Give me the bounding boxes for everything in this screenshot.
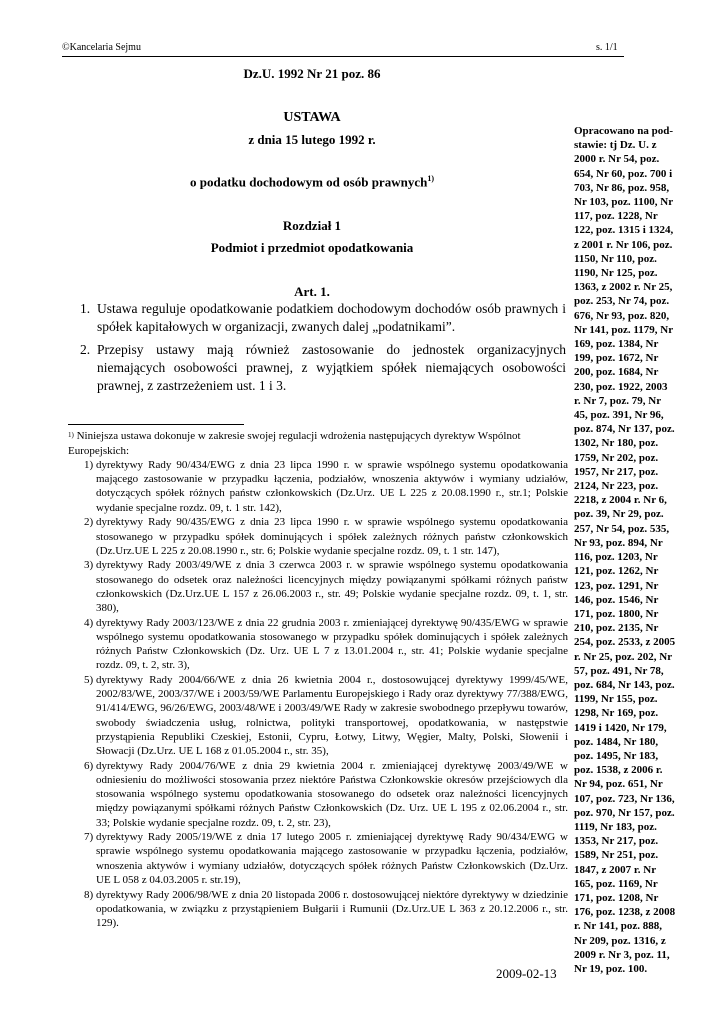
amendment-source-line: Nr 141, poz. 1179, Nr (574, 323, 674, 336)
footnote-item (84, 673, 568, 758)
footnote-item (84, 616, 568, 673)
footnote-item-text: dyrektywy Rady 2006/98/WE z dnia 20 listopada 2006 r. dostosowującej niektóre dyrektywy w dziedzinie opodatkowania, w związku z przystąpieniem Bułgarii i Rumunii (Dz.Urz.UE L 363 z 20.12.2006 r., str. 129). (96, 888, 568, 929)
amendment-source-line: 123, poz. 1291, Nr (574, 579, 659, 592)
amendment-source-line: 1302, Nr 180, poz. (574, 437, 659, 450)
footnote-item-number: 1) (84, 459, 94, 471)
footnote-rule (68, 424, 244, 425)
amendment-source-line: 2009 r. Nr 3, poz. 11, (574, 948, 670, 961)
amendment-source-line: Opracowano na pod- (574, 125, 674, 137)
paragraph-text: Przepisy ustawy mają również zastosowanie do jednostek organizacyjnych niemających osobowości prawnej, z wyjątkiem spółek niemających osobowości prawnej, z zastrzeżeniem ust. 1 i 3. (97, 342, 566, 393)
amendment-source-line: 676, Nr 93, poz. 820, (574, 309, 670, 322)
amendment-source-line: 121, poz. 1262, Nr (574, 565, 659, 578)
document-date: z dnia 15 lutego 1992 r. (248, 132, 376, 147)
footnote-item-number: 7) (84, 831, 94, 844)
footnote-item-number: 6) (84, 759, 94, 772)
amendment-source-line: 257, Nr 54, poz. 535, (574, 522, 670, 535)
amendment-source-line: Nr 94, poz. 651, Nr (574, 778, 663, 791)
amendment-source-line: 116, poz. 1203, Nr (574, 551, 658, 564)
amendment-source-line: 169, poz. 1384, Nr (574, 338, 659, 351)
footnote-item (84, 830, 568, 887)
amendment-source-line: 171, poz. 1208, Nr (574, 891, 659, 904)
amendment-source-line: 1957, Nr 217, poz. (574, 465, 659, 478)
amendment-source-line: poz. 1484, Nr 180, (574, 735, 659, 748)
document-type: USTAWA (283, 110, 341, 125)
amendment-source-line: 2000 r. Nr 54, poz. (574, 153, 660, 166)
amendment-source-line: poz. 253, Nr 74, poz. (574, 295, 670, 308)
amendment-sources-sidebar (574, 124, 690, 976)
footnote-item-text: dyrektywy Rady 2003/123/WE z dnia 22 grudnia 2003 r. zmieniającej dyrektywę 90/435/EWG w sprawie wspólnego systemu opodatkowania stosowanego w przypadku spółek dominujących i spółek zależnych różnych Państw Członkowskich (Dz. Urz. UE L 7 z 13.01.2004 r., str. 41; Polskie wydanie specjalne rozdz. 09, t. 2, str. 3), (96, 616, 568, 672)
footnote-item-text: dyrektywy Rady 2005/19/WE z dnia 17 lutego 2005 r. zmieniającej dyrektywę Rady 90/434/EWG w sprawie wspólnego systemu opodatkowania mającego zastosowanie w przypadku łączenia, podziałów, wnoszenia aktywów i wymiany udziałów, dotyczących spółek różnych Państw Członkowskich (Dz.Urz. UE L 058 z 04.03.2005 r. str.19), (96, 831, 568, 886)
amendment-source-line: 199, poz. 1672, Nr (574, 352, 659, 365)
chapter-number: Rozdział 1 (282, 218, 342, 233)
amendment-source-line: 1419 i 1420, Nr 179, (574, 721, 667, 734)
footnote-item-number: 3) (84, 559, 94, 572)
amendment-source-line: poz. 874, Nr 137, poz. (574, 423, 675, 436)
amendment-source-line: 165, poz. 1169, Nr (574, 877, 658, 890)
amendment-source-line: 57, poz. 491, Nr 78, (574, 664, 664, 677)
chapter-title: Podmiot i przedmiot opodatkowania (210, 240, 414, 255)
publication-date: 2009-02-13 (496, 966, 557, 981)
amendment-source-line: Nr 103, poz. 1100, Nr (574, 196, 674, 209)
amendment-source-line: 117, poz. 1228, Nr (574, 210, 658, 223)
header-rule (62, 56, 624, 57)
amendment-source-line: 146, poz. 1546, Nr (574, 593, 659, 606)
footnote-marker: 1) (68, 431, 74, 439)
footnote-item-text: dyrektywy Rady 2003/49/WE z dnia 3 czerwca 2003 r. w sprawie wspólnego systemu opodatkowania stosowanego do odsetek oraz należności licencyjnych między powiązanymi spółkami różnych państw członkowskich (Dz.Urz.UE L 157 z 26.06.2003 r., str. 49; Polskie wydanie specjalne rozdz. 09, t. 1, str. 380), (96, 559, 568, 615)
journal-reference: Dz.U. 1992 Nr 21 poz. 86 (243, 66, 381, 81)
amendment-source-line: 1150, Nr 110, poz. (574, 252, 657, 265)
amendment-source-line: Nr 19, poz. 100. (574, 962, 648, 975)
document-title (62, 174, 562, 190)
amendment-source-line: 1119, Nr 183, poz. (574, 820, 657, 833)
footnote-item-number: 8) (84, 888, 94, 901)
amendment-source-line: 200, poz. 1684, Nr (574, 366, 659, 379)
amendment-source-line: 2218, z 2004 r. Nr 6, (574, 494, 667, 507)
footnote-item-text: dyrektywy Rady 2004/76/WE z dnia 29 kwietnia 2004 r. zmieniającej dyrektywę 2003/49/WE w odniesieniu do możliwości stosowania przez niektóre Państwa Członkowskie okresów przejściowych dla stosowania wspólnego systemu opodatkowania stosowanego do odsetek oraz należności licencyjnych między powiązanymi spółkami różnych Państw Członkowskich (Dz. Urz. UE L 195 z 02.06.2004 r., str. 33; Polskie wydanie specjalne rozdz. 09, t. 2, str. 23), (96, 759, 568, 829)
paragraph-number: 2. (80, 342, 91, 357)
paragraph-text: Ustawa reguluje opodatkowanie podatkiem dochodowym dochodów osób prawnych i spółek kapitałowych w organizacji, zwanych dalej „podatnikami”. (97, 301, 566, 334)
amendment-source-line: 1589, Nr 251, poz. (574, 849, 659, 862)
amendment-source-line: z 2001 r. Nr 106, poz. (574, 238, 673, 251)
footnote-reference[interactable]: 1) (427, 174, 434, 183)
footnote-intro-text: Niniejsza ustawa dokonuje w zakresie swojej regulacji wdrożenia następujących dyrektyw Wspólnot Europejskich: (68, 430, 521, 457)
amendment-source-line: 1353, Nr 217, poz. (574, 835, 659, 848)
amendment-source-line: poz. 1495, Nr 183, (574, 749, 659, 762)
footnote-item (84, 515, 568, 558)
footnote-item-text: dyrektywy Rady 2004/66/WE z dnia 26 kwietnia 2004 r., dostosowującej dyrektywy 1999/45/WE, 2002/83/WE, 2003/37/WE i 2003/59/WE Parlamentu Europejskiego i Rady oraz dyrektywy 77/388/EWG, 91/414/EWG, 96/26/EWG, 2003/48/WE i 2003/49/WE Rady w zakresie swobodnego przepływu towarów, swobody świadczenia usług, rolnictwa, polityki transportowej, opodatkowania, w następstwie przystąpienia Republiki Czeskiej, Estonii, Cypru, Łotwy, Litwy, Węgier, Malty, Polski, Słowenii i Słowacji (Dz.Urz. UE L 168 z 01.05.2004 r., str. 35), (96, 674, 568, 758)
footnote-directive-list (84, 458, 568, 931)
amendment-source-line: 1298, Nr 169, poz. (574, 707, 659, 720)
amendment-source-line: Nr 93, poz. 894, Nr (574, 536, 663, 549)
article-paragraph (80, 341, 566, 395)
header-page-number: s. 1/1 (596, 42, 618, 53)
amendment-source-line: 210, poz. 2135, Nr (574, 622, 659, 635)
amendment-source-line: Nr 209, poz. 1316, z (574, 934, 666, 947)
footnote-item (84, 558, 568, 615)
document-title-text: o podatku dochodowym od osób prawnych (190, 174, 428, 190)
paragraph-number: 1. (80, 301, 91, 316)
amendment-source-line: 107, poz. 723, Nr 136, (574, 792, 675, 805)
amendment-source-line: poz. 1538, z 2006 r. (574, 764, 663, 777)
amendment-source-line: 1363, z 2002 r. Nr 25, (574, 281, 673, 294)
amendment-source-line: r. Nr 141, poz. 888, (574, 920, 662, 933)
amendment-source-line: 122, poz. 1315 i 1324, (574, 224, 674, 237)
article-number: Art. 1. (294, 284, 330, 299)
amendment-source-line: r. Nr 25, poz. 202, Nr (574, 650, 673, 663)
amendment-source-line: 254, poz. 2533, z 2005 (574, 636, 676, 649)
amendment-source-line: poz. 684, Nr 143, poz. (574, 678, 675, 691)
footnote-item (84, 759, 568, 830)
footnote-intro (68, 429, 566, 458)
amendment-source-line: poz. 970, Nr 157, poz. (574, 806, 675, 819)
amendment-source-line: 2124, Nr 223, poz. (574, 480, 659, 493)
amendment-source-line: 45, poz. 391, Nr 96, (574, 409, 664, 422)
amendment-source-line: 176, poz. 1238, z 2008 (574, 906, 676, 919)
amendment-source-line: r. Nr 7, poz. 79, Nr (574, 394, 662, 407)
header-publisher: ©Kancelaria Sejmu (62, 42, 141, 53)
amendment-source-line: poz. 39, Nr 29, poz. (574, 508, 664, 521)
amendment-source-line: stawie: tj Dz. U. z (574, 139, 657, 152)
amendment-source-line: 1190, Nr 125, poz. (574, 267, 658, 280)
footnote-item (84, 458, 568, 515)
amendment-source-line: 1847, z 2007 r. Nr (574, 863, 657, 876)
amendment-source-line: 703, Nr 86, poz. 958, (574, 181, 670, 194)
amendment-source-line: 654, Nr 60, poz. 700 i (574, 167, 673, 180)
amendment-source-line: 1759, Nr 202, poz. (574, 451, 659, 464)
footnote-item-text: dyrektywy Rady 90/435/EWG z dnia 23 lipca 1990 r. w sprawie wspólnego systemu opodatkowania stosowanego w przypadku spółek dominujących i spółek zależnych różnych państw członkowskich (Dz.Urz.UE L 225 z 20.08.1990 r., str. 6; Polskie wydanie specjalne rozdz. 09, t. 1 str. 147), (96, 516, 568, 557)
amendment-source-line: 1199, Nr 155, poz. (574, 693, 658, 706)
footnote-item-number: 4) (84, 616, 94, 629)
amendment-source-line: 230, poz. 1922, 2003 (574, 380, 668, 393)
footnote-item-number: 5) (84, 674, 94, 687)
footnote-item-number: 2) (84, 516, 94, 529)
amendment-source-line: 171, poz. 1800, Nr (574, 607, 659, 620)
footnote-item-text: dyrektywy Rady 90/434/EWG z dnia 23 lipca 1990 r. w sprawie wspólnego systemu opodatkowania mającego zastosowanie w przypadku łączenia, podziałów, wnoszenia aktywów i wymiany udziałów, dotyczących spółek różnych państw członkowskich (Dz.Urz. UE L 225 z 20.08.1990 r., str.1; Polskie wydanie specjalne rozdz. 09, t. 1 str. 142), (96, 459, 568, 514)
footnote-item (84, 888, 568, 931)
article-paragraph (80, 300, 566, 336)
